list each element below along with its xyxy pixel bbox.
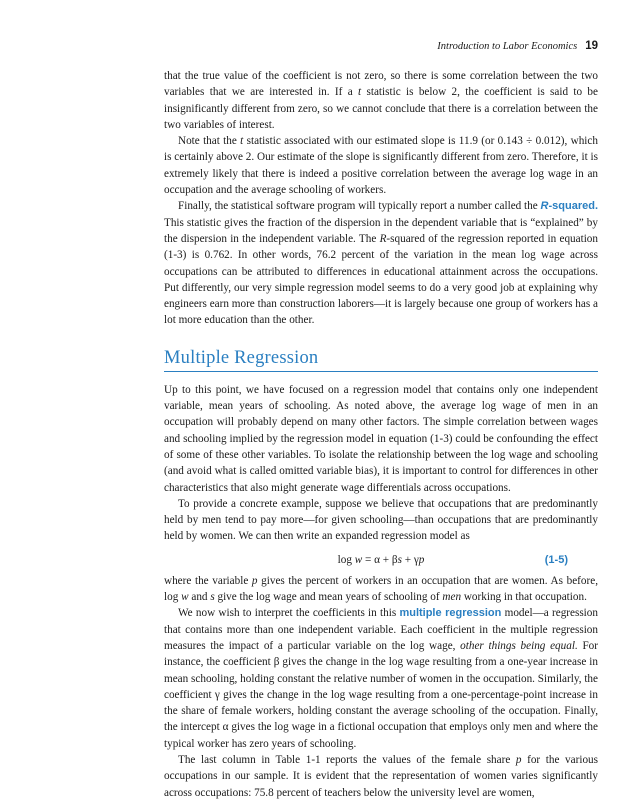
paragraph-example: To provide a concrete example, suppose we believe that occupations that are predominantly held by men tend to pay more—for given schooling—than occupations that are predominantly held by women. We can then write an expanded regression model as xyxy=(164,497,598,543)
eq-part: + γ xyxy=(401,553,419,566)
keyterm-r-suffix: -squared. xyxy=(548,200,598,213)
keyterm-multiple-regression: multiple regression xyxy=(399,607,502,620)
paragraph-multiple-intro: Up to this point, we have focused on a regression model that contains only one independent variable, mean years of schooling. As noted above, the average log wage of men in an occupation will probably depend on many other factors. The simple correlation between wages and schooling implied by the regression model in equation (1-3) could be confounding the effect of some of these other variables. To isolate the relationship between the log wage and schooling (and avoid what is called omitted variable bias), it is important to control for differences in other characteristics that also might generate wage differentials across occupations. xyxy=(164,383,598,494)
text-run: This statistic gives the fraction of the dispersion in the dependent variable that is “explained” by the dispersion in the independent variable. The xyxy=(164,216,598,245)
paragraph-r-squared xyxy=(164,198,598,328)
text-run: statistic associated with our estimated slope is 11.9 (or 0.143 ÷ 0.012), which is certainly above 2. Our estimate of the slope is significantly different from zero. Therefore, it is extremely likely that there is indeed a positive correlation between the average log wage in an occupation and the average schooling of workers. xyxy=(164,135,598,197)
keyterm-r-squared xyxy=(541,200,598,212)
equation-1-5 xyxy=(164,549,598,571)
text-run: and xyxy=(188,591,211,604)
paragraph-t-statistic xyxy=(164,68,598,133)
text-run: We now wish to interpret the coefficients in this xyxy=(178,607,400,620)
text-run: where the variable xyxy=(164,574,252,587)
variable-t: t xyxy=(358,86,362,99)
eq-var-p: p xyxy=(418,553,425,566)
running-title: Introduction to Labor Economics xyxy=(437,41,578,52)
variable-w: w xyxy=(181,591,189,604)
eq-var-s: s xyxy=(397,553,402,566)
paragraph-table-reference xyxy=(164,752,598,801)
paragraph-variable-p xyxy=(164,573,598,606)
variable-r: R xyxy=(379,232,387,245)
variable-t: t xyxy=(240,135,244,148)
emphasis-men: men xyxy=(442,591,462,604)
equation-body xyxy=(164,552,598,568)
text-run: for the various occupations in our sample. It is evident that the representation of women varies significantly across occupations: 75.8 percent of teachers below the university level are women, xyxy=(164,753,598,799)
text-run: -squared of the regression reported in equation (1-3) is 0.762. In other words, 76.2 percent of the variation in the mean log wage across occupations can be attributed to differences in educational attainment across the occupations. Put differently, our very simple regression model seems to do a very good job at explaining why engineers earn more than construction laborers—it is largely because one group of workers has a lot more education than the other. xyxy=(164,232,598,327)
text-run: that the true value of the coefficient is not zero, so there is some correlation between the two variables that we are interested in. If a xyxy=(164,70,598,99)
text-run: The last column in Table 1-1 reports the values of the female share xyxy=(178,753,516,766)
text-run: give the log wage and mean years of schooling of xyxy=(214,591,443,604)
text-run: Finally, the statistical software program will typically report a number called the xyxy=(178,200,541,213)
paragraph-slope-estimate xyxy=(164,133,598,198)
paragraph-interpret-coefficients xyxy=(164,605,598,752)
eq-var-w: w xyxy=(354,553,363,566)
text-run: Note that the xyxy=(178,135,241,148)
emphasis-other-things: other things being equal. xyxy=(460,639,578,652)
running-head xyxy=(437,40,598,52)
text-run: statistic is below 2, the coefficient is said to be insignificantly different from zero, so we cannot conclude that there is a correlation between the two variables of interest. xyxy=(164,86,598,131)
section-heading: Multiple Regression xyxy=(164,347,598,372)
page-number: 19 xyxy=(585,40,598,52)
page-body xyxy=(164,68,598,801)
variable-p: p xyxy=(251,574,258,587)
text-run: model—a regression that contains more than one independent variable. Each coefficient in the multiple regression measures the impact of a particular variable on the log wage, xyxy=(164,607,598,652)
eq-part: log xyxy=(337,553,355,566)
text-run: For instance, the coefficient β gives the change in the log wage resulting from a one-year increase in mean schooling, holding constant the relative number of women in the occupation. Similarly, the coefficient γ gives the change in the log wage resulting from a one-percentage-point increase in the share of female workers, holding constant the average schooling of the occupation. Finally, the intercept α gives the log wage in a fictional occupation that employs only men and where the typical worker has zero years of schooling. xyxy=(164,639,598,750)
text-run: gives the percent of workers in an occupation that are women. As before, log xyxy=(164,574,598,604)
eq-part: = α + β xyxy=(362,553,398,566)
equation-number: (1-5) xyxy=(544,553,568,566)
variable-s: s xyxy=(210,591,215,604)
keyterm-r-letter: R xyxy=(540,200,549,213)
variable-p: p xyxy=(515,753,522,766)
text-run: working in that occupation. xyxy=(461,591,587,604)
